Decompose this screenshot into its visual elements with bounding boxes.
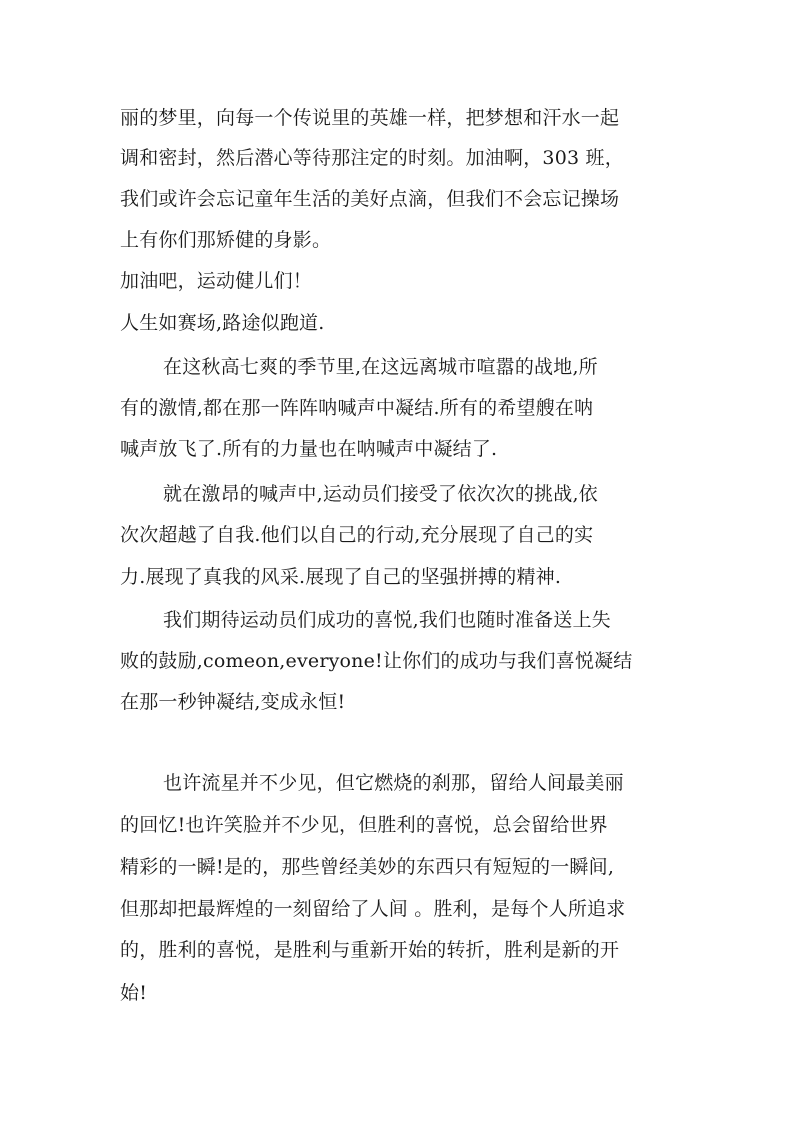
text-line: 我们或许会忘记童年生活的美好点滴，但我们不会忘记操场 <box>120 188 620 210</box>
text-line: 丽的梦里，向每一个传说里的英雄一样，把梦想和汗水一起 <box>120 107 620 129</box>
text-line: 调和密封，然后潜心等待那注定的时刻。加油啊，303 班， <box>120 147 624 169</box>
text-line: 的回忆!也许笑脸并不少见，但胜利的喜悦，总会留给世界 <box>120 814 608 836</box>
paragraph-first-line: 我们期待运动员们成功的喜悦,我们也随时准备送上失 <box>163 609 611 631</box>
text-line: 人生如赛场,路途似跑道. <box>120 312 325 334</box>
text-line: 次次超越了自我.他们以自己的行动,充分展现了自己的实 <box>120 524 594 546</box>
text-line: 力.展现了真我的风采.展现了自己的坚强拼搏的精神. <box>120 566 562 588</box>
text-line: 精彩的一瞬!是的，那些曾经美妙的东西只有短短的一瞬间, <box>120 856 615 878</box>
text-line: 的，胜利的喜悦，是胜利与重新开始的转折，胜利是新的开 <box>120 939 620 961</box>
text-line: 喊声放飞了.所有的力量也在呐喊声中凝结了. <box>120 438 498 460</box>
text-line: 上有你们那矫健的身影。 <box>120 229 332 251</box>
paragraph-first-line: 在这秋高七爽的季节里,在这远离城市喧嚣的战地,所 <box>163 356 598 378</box>
paragraph-first-line: 也许流星并不少见，但它燃烧的刹那，留给人间最美丽 <box>163 772 624 794</box>
paragraph-first-line: 就在激昂的喊声中,运动员们接受了依次次的挑战,依 <box>163 483 598 505</box>
text-line: 但那却把最辉煌的一刻留给了人间 。胜利，是每个人所追求 <box>120 898 626 920</box>
text-line: 在那一秒钟凝结,变成永恒! <box>120 691 346 713</box>
text-line: 败的鼓励,comeon,everyone!让你们的成功与我们喜悦凝结 <box>120 650 633 672</box>
text-line: 有的激情,都在那一阵阵呐喊声中凝结.所有的希望艘在呐 <box>120 397 594 419</box>
text-line: 加油吧，运动健儿们！ <box>120 270 313 292</box>
text-line: 始! <box>120 982 148 1004</box>
